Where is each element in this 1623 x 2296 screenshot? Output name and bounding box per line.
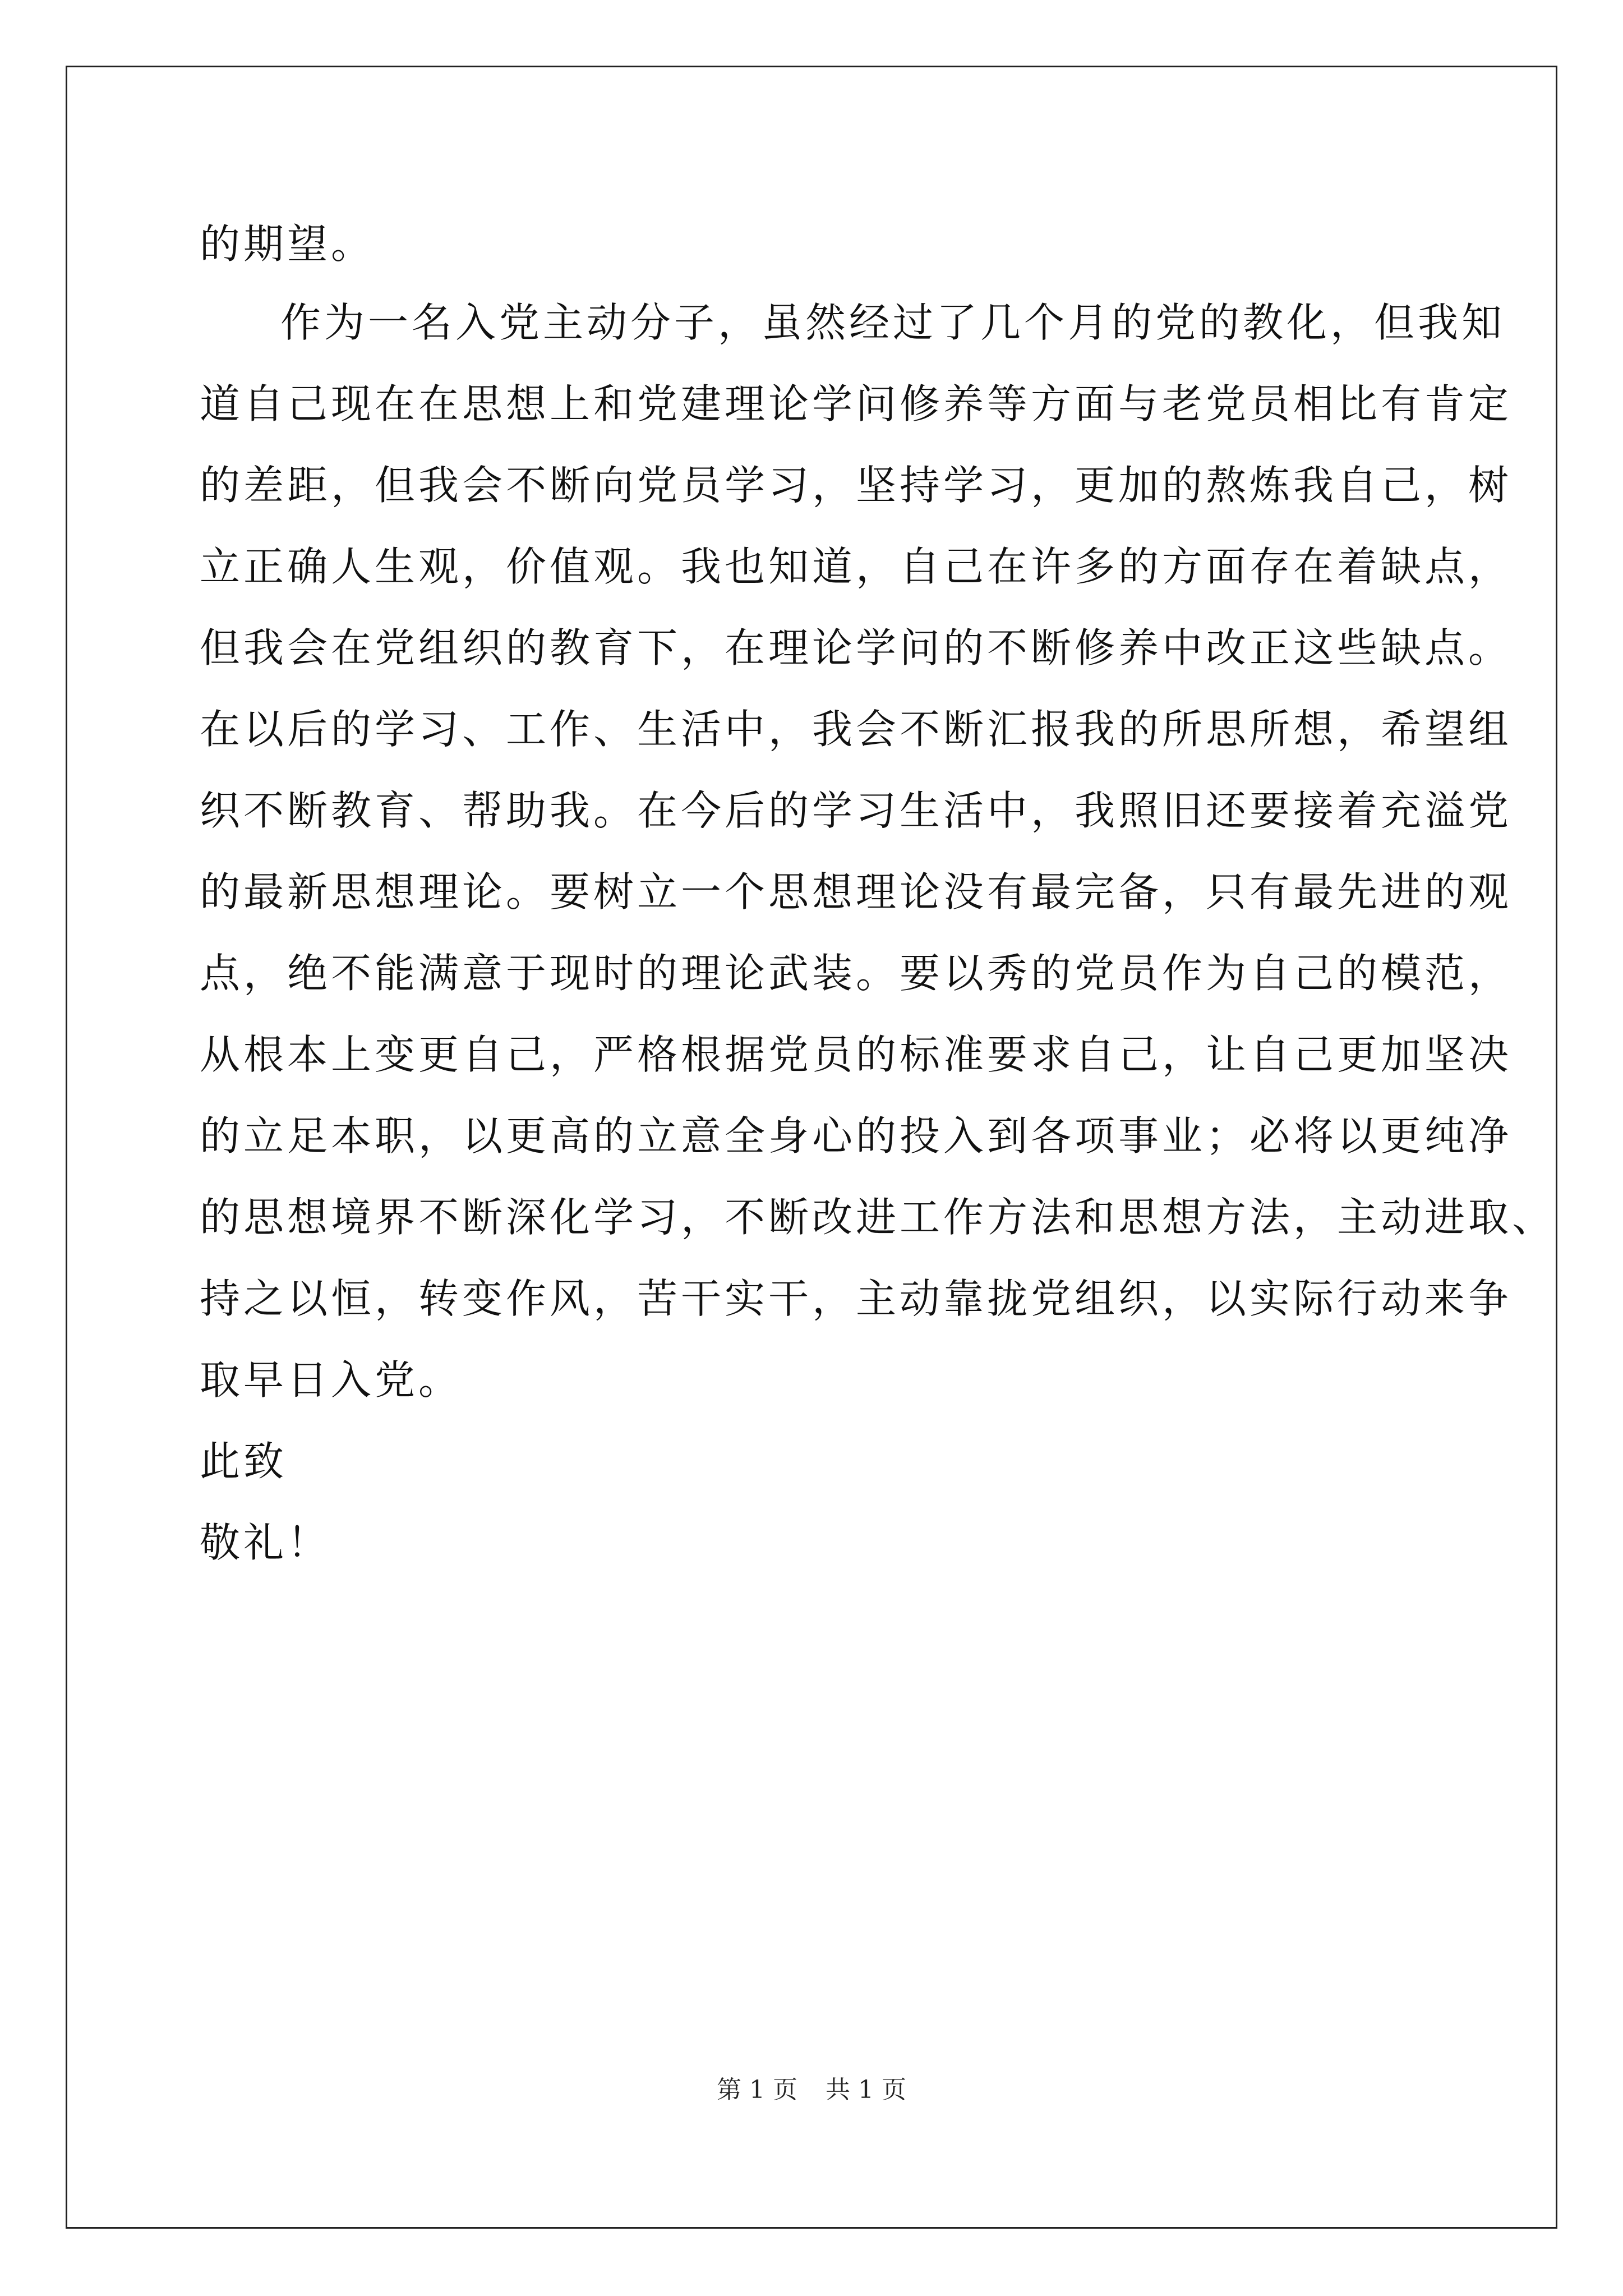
text-line: 的立足本职，以更高的立意全身心的投入到各项事业；必将以更纯净 <box>200 1112 1513 1159</box>
text-line: 织不断教育、帮助我。在今后的学习生活中，我照旧还要接着充溢党 <box>200 787 1513 834</box>
text-line: 取早日入党。 <box>200 1356 463 1404</box>
text-line: 但我会在党组织的教育下，在理论学问的不断修养中改正这些缺点。 <box>200 624 1513 671</box>
text-line: 点，绝不能满意于现时的理论武装。要以秀的党员作为自己的模范， <box>200 950 1513 997</box>
text-line: 作为一名入党主动分子，虽然经过了几个月的党的教化，但我知 <box>280 299 1506 346</box>
page-footer <box>0 2073 1623 2107</box>
text-line: 敬礼！ <box>200 1519 331 1566</box>
text-line: 立正确人生观，价值观。我也知道，自己在许多的方面存在着缺点， <box>200 543 1513 590</box>
text-line: 的差距，但我会不断向党员学习，坚持学习，更加的熬炼我自己，树 <box>200 462 1513 509</box>
text-line: 此致 <box>200 1438 288 1485</box>
text-line: 的最新思想理论。要树立一个思想理论没有最完备，只有最先进的观 <box>200 868 1513 915</box>
page-total: 共 1 页 <box>826 2076 906 2104</box>
text-line: 的思想境界不断深化学习，不断改进工作方法和思想方法，主动进取、 <box>200 1194 1556 1241</box>
text-line: 在以后的学习、工作、生活中，我会不断汇报我的所思所想，希望组 <box>200 706 1513 753</box>
text-line: 道自己现在在思想上和党建理论学问修养等方面与老党员相比有肯定 <box>200 380 1513 427</box>
text-line: 持之以恒，转变作风，苦干实干，主动靠拢党组织，以实际行动来争 <box>200 1275 1513 1322</box>
page-number: 第 1 页 <box>717 2076 797 2104</box>
text-line: 从根本上变更自己，严格根据党员的标准要求自己，让自己更加坚决 <box>200 1031 1513 1078</box>
text-line: 的期望。 <box>200 220 375 268</box>
